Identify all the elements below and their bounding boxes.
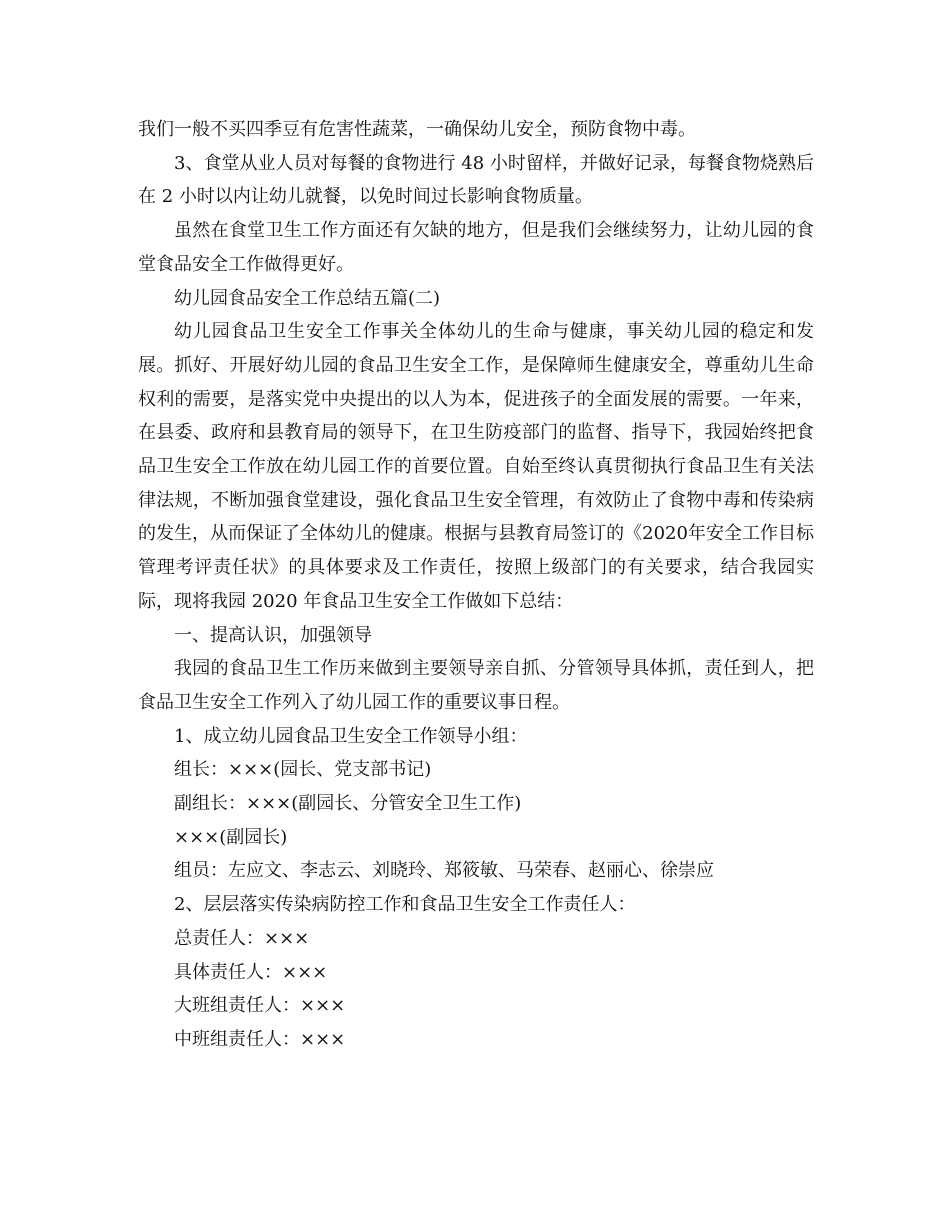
list-item-chief: 总责任人：××× [174,927,310,949]
document-body [138,113,814,1057]
list-item-group: 1、成立幼儿园食品卫生安全工作领导小组： [174,725,528,747]
list-item-deputy: 副组长：×××(副园长、分管安全卫生工作) [174,793,522,815]
list-item-middle-class: 中班组责任人：××× [174,1028,346,1050]
section-heading: 幼儿园食品安全工作总结五篇(二) [174,287,441,309]
paragraph-intro: 幼儿园食品卫生安全工作事关全体幼儿的生命与健康，事关幼儿园的稳定和发展。抓好、开展好幼儿园的食品卫生安全工作，是保障师生健康安全，尊重幼儿生命权利的需要，是落实党中央提出的以人为本，促进孩子的全面发展的需要。一年来，在县委、政府和县教育局的领导下，在卫生防疫部门的监督、指导下，我园始终把食品卫生安全工作放在幼儿园工作的首要位置。自始至终认真贯彻执行食品卫生有关法律法规，不断加强食堂建设，强化食品卫生安全管理，有效防止了食物中毒和传染病的发生，从而保证了全体幼儿的健康。根据与县教育局签订的《2020年安全工作目标管理考评责任状》的具体要求及工作责任，按照上级部门的有关要求，结合我园实际，现将我园 2020 年食品卫生安全工作做如下总结： [138,321,814,612]
paragraph-item-3: 3、食堂从业人员对每餐的食物进行 48 小时留样，并做好记录，每餐食物烧熟后在 2 小时以内让幼儿就餐，以免时间过长影响食物质量。 [138,152,814,208]
list-item-members: 组员：左应文、李志云、刘晓玲、郑筱敏、马荣春、赵丽心、徐崇应 [174,860,714,882]
subheading-leadership: 一、提高认识，加强领导 [174,624,372,646]
paragraph-continuation: 我们一般不买四季豆有危害性蔬菜，一确保幼儿安全，预防食物中毒。 [138,119,696,140]
paragraph-leadership: 我园的食品卫生工作历来做到主要领导亲自抓、分管领导具体抓，责任到人，把食品卫生安全工作列入了幼儿园工作的重要议事日程。 [138,658,814,713]
list-item-senior-class: 大班组责任人：××× [174,995,346,1017]
list-item-responsibility: 2、层层落实传染病防控工作和食品卫生安全工作责任人： [174,894,636,916]
paragraph-conclusion: 虽然在食堂卫生工作方面还有欠缺的地方，但是我们会继续努力，让幼儿园的食堂食品安全工作做得更好。 [138,220,814,275]
list-item-specific: 具体责任人：××× [174,961,328,983]
list-item-deputy-2: ×××(副园长) [174,826,288,848]
list-item-leader: 组长：×××(园长、党支部书记) [174,759,432,781]
